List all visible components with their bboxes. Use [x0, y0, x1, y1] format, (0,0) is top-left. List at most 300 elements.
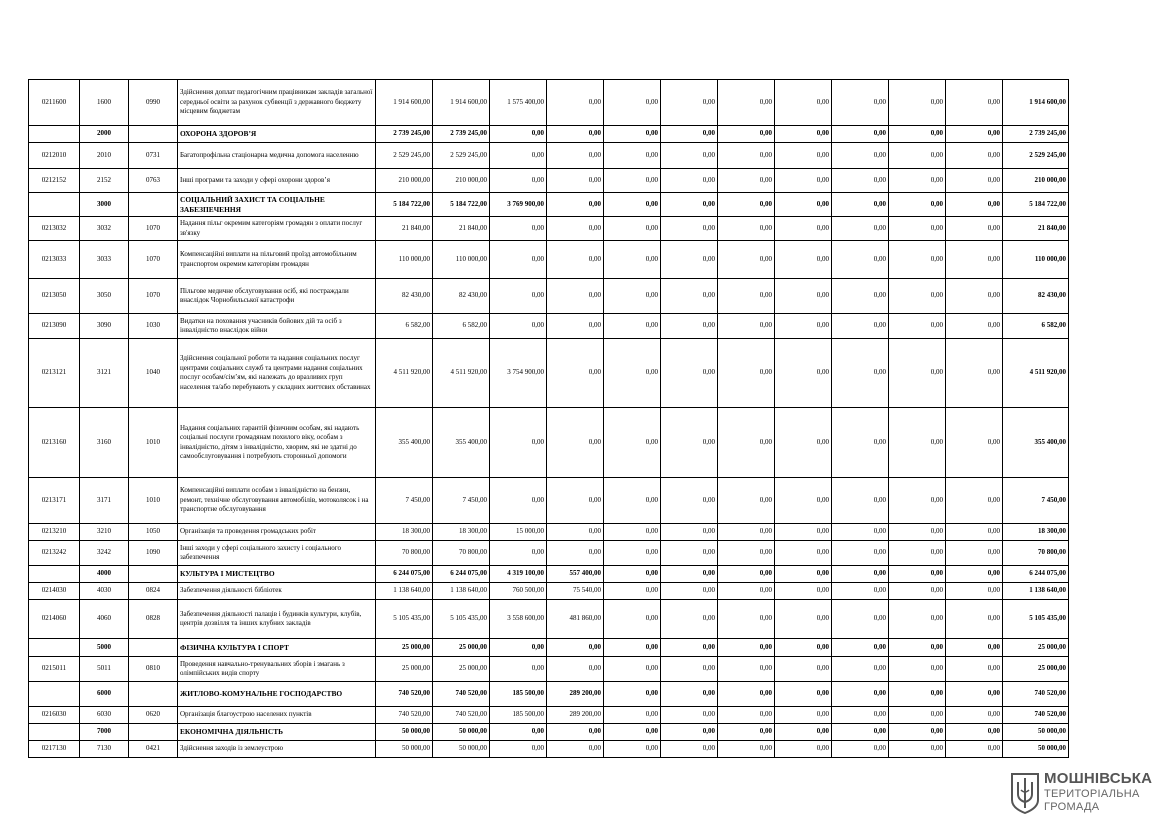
- amount-cell: 0,00: [547, 193, 604, 217]
- table-row: [29, 657, 1069, 682]
- program-code-cell: 0215011: [29, 657, 80, 682]
- amount-cell: 1 138 640,00: [433, 583, 490, 600]
- amount-cell: 0,00: [832, 217, 889, 241]
- amount-cell: 0,00: [718, 314, 775, 339]
- amount-cell: 0,00: [946, 524, 1003, 541]
- amount-cell: 0,00: [661, 657, 718, 682]
- program-code-cell: 0213050: [29, 279, 80, 314]
- amount-cell: 0,00: [775, 657, 832, 682]
- amount-cell: 0,00: [775, 169, 832, 193]
- amount-cell: 0,00: [547, 169, 604, 193]
- total-amount-cell: 740 520,00: [1003, 707, 1069, 724]
- amount-cell: 0,00: [604, 741, 661, 758]
- kfkv-code-cell: 1050: [129, 524, 178, 541]
- amount-cell: 289 200,00: [547, 682, 604, 707]
- kfkv-code-cell: 1070: [129, 241, 178, 279]
- program-name-cell: Видатки на поховання учасників бойових дій та осіб з інвалідністю внаслідок війни: [178, 314, 376, 339]
- amount-cell: 0,00: [775, 478, 832, 524]
- amount-cell: 0,00: [661, 217, 718, 241]
- amount-cell: 3 769 900,00: [490, 193, 547, 217]
- amount-cell: 0,00: [490, 279, 547, 314]
- kfkv-code-cell: 0828: [129, 600, 178, 639]
- amount-cell: 2 529 245,00: [433, 143, 490, 169]
- amount-cell: 0,00: [718, 408, 775, 478]
- program-name-cell: Проведення навчально-тренувальних зборів і змагань з олімпійських видів спорту: [178, 657, 376, 682]
- kfkv-code-cell: 0763: [129, 169, 178, 193]
- amount-cell: 0,00: [832, 639, 889, 657]
- amount-cell: 0,00: [661, 639, 718, 657]
- amount-cell: 740 520,00: [433, 707, 490, 724]
- amount-cell: 0,00: [604, 193, 661, 217]
- amount-cell: 0,00: [889, 741, 946, 758]
- amount-cell: 0,00: [946, 478, 1003, 524]
- amount-cell: 0,00: [832, 707, 889, 724]
- amount-cell: 0,00: [889, 279, 946, 314]
- amount-cell: 0,00: [604, 724, 661, 741]
- program-code-cell: 0213160: [29, 408, 80, 478]
- amount-cell: 0,00: [946, 314, 1003, 339]
- amount-cell: 25 000,00: [433, 657, 490, 682]
- amount-cell: 0,00: [718, 741, 775, 758]
- amount-cell: 0,00: [718, 524, 775, 541]
- amount-cell: 0,00: [718, 639, 775, 657]
- program-code-cell: 0213121: [29, 339, 80, 408]
- amount-cell: 21 840,00: [433, 217, 490, 241]
- table-row: [29, 143, 1069, 169]
- kfkv-code-cell: 0824: [129, 583, 178, 600]
- amount-cell: 0,00: [547, 314, 604, 339]
- total-amount-cell: 50 000,00: [1003, 741, 1069, 758]
- total-amount-cell: 18 300,00: [1003, 524, 1069, 541]
- amount-cell: 50 000,00: [433, 724, 490, 741]
- amount-cell: 0,00: [889, 682, 946, 707]
- amount-cell: 0,00: [718, 169, 775, 193]
- total-amount-cell: 740 520,00: [1003, 682, 1069, 707]
- program-name-cell: Організація та проведення громадських робіт: [178, 524, 376, 541]
- amount-cell: 82 430,00: [376, 279, 433, 314]
- amount-cell: 0,00: [832, 583, 889, 600]
- program-code-cell: 0213242: [29, 541, 80, 566]
- amount-cell: 0,00: [775, 707, 832, 724]
- amount-cell: 0,00: [946, 217, 1003, 241]
- kfkv-code-cell: [129, 566, 178, 583]
- total-amount-cell: 4 511 920,00: [1003, 339, 1069, 408]
- amount-cell: 0,00: [604, 217, 661, 241]
- amount-cell: 0,00: [889, 600, 946, 639]
- amount-cell: 0,00: [775, 339, 832, 408]
- amount-cell: 0,00: [889, 126, 946, 143]
- amount-cell: 0,00: [547, 478, 604, 524]
- amount-cell: 0,00: [661, 143, 718, 169]
- amount-cell: 0,00: [490, 541, 547, 566]
- amount-cell: 0,00: [946, 639, 1003, 657]
- amount-cell: 0,00: [832, 314, 889, 339]
- kfk-code-cell: 3000: [80, 193, 129, 217]
- amount-cell: 0,00: [718, 241, 775, 279]
- amount-cell: 0,00: [718, 339, 775, 408]
- kfkv-code-cell: 1070: [129, 279, 178, 314]
- amount-cell: 0,00: [889, 566, 946, 583]
- amount-cell: 0,00: [547, 143, 604, 169]
- kfk-code-cell: 3242: [80, 541, 129, 566]
- community-logo: [1010, 770, 1160, 818]
- amount-cell: 0,00: [946, 541, 1003, 566]
- trident-emblem-icon: [1010, 772, 1040, 814]
- amount-cell: 0,00: [718, 541, 775, 566]
- amount-cell: 5 184 722,00: [376, 193, 433, 217]
- kfk-code-cell: 3160: [80, 408, 129, 478]
- kfkv-code-cell: 1040: [129, 339, 178, 408]
- amount-cell: 0,00: [946, 143, 1003, 169]
- amount-cell: 110 000,00: [433, 241, 490, 279]
- amount-cell: 0,00: [604, 169, 661, 193]
- amount-cell: 0,00: [889, 314, 946, 339]
- amount-cell: 0,00: [718, 143, 775, 169]
- amount-cell: 0,00: [604, 279, 661, 314]
- program-name-cell: Інші заходи у сфері соціального захисту і соціального забезпечення: [178, 541, 376, 566]
- amount-cell: 0,00: [946, 193, 1003, 217]
- budget-table: [28, 79, 1069, 758]
- amount-cell: 481 860,00: [547, 600, 604, 639]
- amount-cell: 0,00: [604, 682, 661, 707]
- program-name-cell: Багатопрофільна стаціонарна медична допомога населенню: [178, 143, 376, 169]
- kfk-code-cell: 2152: [80, 169, 129, 193]
- amount-cell: 0,00: [604, 524, 661, 541]
- kfk-code-cell: 3090: [80, 314, 129, 339]
- total-amount-cell: 5 105 435,00: [1003, 600, 1069, 639]
- amount-cell: 2 739 245,00: [433, 126, 490, 143]
- amount-cell: 185 500,00: [490, 682, 547, 707]
- amount-cell: 760 500,00: [490, 583, 547, 600]
- total-amount-cell: 50 000,00: [1003, 724, 1069, 741]
- amount-cell: 0,00: [946, 682, 1003, 707]
- section-row: [29, 126, 1069, 143]
- amount-cell: 740 520,00: [376, 707, 433, 724]
- kfkv-code-cell: 1070: [129, 217, 178, 241]
- amount-cell: 0,00: [889, 241, 946, 279]
- amount-cell: 0,00: [775, 741, 832, 758]
- amount-cell: 0,00: [775, 314, 832, 339]
- amount-cell: 4 511 920,00: [433, 339, 490, 408]
- amount-cell: 0,00: [604, 657, 661, 682]
- kfkv-code-cell: 1030: [129, 314, 178, 339]
- amount-cell: 0,00: [718, 682, 775, 707]
- kfk-code-cell: 3171: [80, 478, 129, 524]
- amount-cell: 0,00: [832, 524, 889, 541]
- amount-cell: 0,00: [718, 583, 775, 600]
- amount-cell: 0,00: [490, 741, 547, 758]
- kfk-code-cell: 4060: [80, 600, 129, 639]
- table-row: [29, 707, 1069, 724]
- amount-cell: 18 300,00: [376, 524, 433, 541]
- kfk-code-cell: 4030: [80, 583, 129, 600]
- logo-subtitle-1: ТЕРИТОРІАЛЬНА: [1044, 788, 1140, 800]
- amount-cell: 0,00: [775, 524, 832, 541]
- amount-cell: 82 430,00: [433, 279, 490, 314]
- amount-cell: 0,00: [490, 724, 547, 741]
- amount-cell: 0,00: [775, 241, 832, 279]
- table-row: [29, 80, 1069, 126]
- amount-cell: 0,00: [775, 600, 832, 639]
- amount-cell: 0,00: [775, 217, 832, 241]
- amount-cell: 0,00: [604, 314, 661, 339]
- amount-cell: 0,00: [604, 126, 661, 143]
- total-amount-cell: 5 184 722,00: [1003, 193, 1069, 217]
- table-row: [29, 279, 1069, 314]
- total-amount-cell: 6 582,00: [1003, 314, 1069, 339]
- amount-cell: 0,00: [946, 279, 1003, 314]
- kfk-code-cell: 5000: [80, 639, 129, 657]
- program-code-cell: [29, 566, 80, 583]
- table-row: [29, 169, 1069, 193]
- amount-cell: 0,00: [889, 408, 946, 478]
- amount-cell: 0,00: [718, 279, 775, 314]
- amount-cell: 0,00: [775, 193, 832, 217]
- amount-cell: 0,00: [889, 724, 946, 741]
- amount-cell: 0,00: [547, 241, 604, 279]
- kfk-code-cell: 7000: [80, 724, 129, 741]
- amount-cell: 0,00: [661, 408, 718, 478]
- amount-cell: 210 000,00: [433, 169, 490, 193]
- amount-cell: 0,00: [547, 639, 604, 657]
- kfk-code-cell: 2000: [80, 126, 129, 143]
- amount-cell: 0,00: [661, 600, 718, 639]
- amount-cell: 1 914 600,00: [376, 80, 433, 126]
- amount-cell: 0,00: [547, 524, 604, 541]
- amount-cell: 0,00: [547, 741, 604, 758]
- amount-cell: 355 400,00: [376, 408, 433, 478]
- kfkv-code-cell: [129, 682, 178, 707]
- kfkv-code-cell: 0990: [129, 80, 178, 126]
- amount-cell: 7 450,00: [376, 478, 433, 524]
- kfk-code-cell: 4000: [80, 566, 129, 583]
- program-code-cell: 0212152: [29, 169, 80, 193]
- amount-cell: 0,00: [661, 169, 718, 193]
- amount-cell: 0,00: [490, 241, 547, 279]
- amount-cell: 0,00: [832, 724, 889, 741]
- table-row: [29, 478, 1069, 524]
- amount-cell: 0,00: [547, 541, 604, 566]
- amount-cell: 15 000,00: [490, 524, 547, 541]
- amount-cell: 0,00: [490, 657, 547, 682]
- amount-cell: 70 800,00: [376, 541, 433, 566]
- amount-cell: 0,00: [547, 80, 604, 126]
- amount-cell: 0,00: [547, 724, 604, 741]
- amount-cell: 6 582,00: [376, 314, 433, 339]
- amount-cell: 25 000,00: [376, 639, 433, 657]
- amount-cell: 0,00: [832, 279, 889, 314]
- amount-cell: 740 520,00: [433, 682, 490, 707]
- amount-cell: 0,00: [604, 339, 661, 408]
- amount-cell: 1 914 600,00: [433, 80, 490, 126]
- amount-cell: 289 200,00: [547, 707, 604, 724]
- kfk-code-cell: 3033: [80, 241, 129, 279]
- amount-cell: 0,00: [604, 478, 661, 524]
- amount-cell: 0,00: [547, 408, 604, 478]
- amount-cell: 0,00: [889, 169, 946, 193]
- kfkv-code-cell: 1090: [129, 541, 178, 566]
- section-row: [29, 682, 1069, 707]
- amount-cell: 0,00: [946, 80, 1003, 126]
- amount-cell: 25 000,00: [376, 657, 433, 682]
- total-amount-cell: 21 840,00: [1003, 217, 1069, 241]
- amount-cell: 0,00: [946, 339, 1003, 408]
- amount-cell: 3 558 600,00: [490, 600, 547, 639]
- amount-cell: 0,00: [718, 657, 775, 682]
- amount-cell: 0,00: [547, 657, 604, 682]
- amount-cell: 0,00: [832, 566, 889, 583]
- amount-cell: 3 754 900,00: [490, 339, 547, 408]
- program-code-cell: 0211600: [29, 80, 80, 126]
- amount-cell: 0,00: [946, 408, 1003, 478]
- program-code-cell: [29, 639, 80, 657]
- total-amount-cell: 25 000,00: [1003, 639, 1069, 657]
- total-amount-cell: 2 529 245,00: [1003, 143, 1069, 169]
- amount-cell: 18 300,00: [433, 524, 490, 541]
- amount-cell: 0,00: [604, 541, 661, 566]
- amount-cell: 0,00: [661, 566, 718, 583]
- amount-cell: 0,00: [775, 279, 832, 314]
- amount-cell: 0,00: [718, 724, 775, 741]
- amount-cell: 0,00: [832, 657, 889, 682]
- kfk-code-cell: 7130: [80, 741, 129, 758]
- amount-cell: 0,00: [832, 126, 889, 143]
- amount-cell: 0,00: [946, 707, 1003, 724]
- amount-cell: 0,00: [490, 314, 547, 339]
- amount-cell: 0,00: [775, 80, 832, 126]
- program-code-cell: 0213033: [29, 241, 80, 279]
- table-row: [29, 217, 1069, 241]
- table-row: [29, 241, 1069, 279]
- kfk-code-cell: 3032: [80, 217, 129, 241]
- table-row: [29, 600, 1069, 639]
- amount-cell: 0,00: [946, 583, 1003, 600]
- amount-cell: 0,00: [946, 566, 1003, 583]
- amount-cell: 0,00: [661, 314, 718, 339]
- amount-cell: 5 105 435,00: [433, 600, 490, 639]
- amount-cell: 0,00: [889, 217, 946, 241]
- program-name-cell: Інші програми та заходи у сфері охорони здоров’я: [178, 169, 376, 193]
- kfkv-code-cell: 1010: [129, 478, 178, 524]
- amount-cell: 0,00: [490, 639, 547, 657]
- table-row: [29, 741, 1069, 758]
- amount-cell: 0,00: [604, 408, 661, 478]
- program-code-cell: 0213032: [29, 217, 80, 241]
- amount-cell: 0,00: [832, 478, 889, 524]
- amount-cell: 0,00: [889, 639, 946, 657]
- amount-cell: 0,00: [775, 541, 832, 566]
- amount-cell: 0,00: [661, 279, 718, 314]
- program-name-cell: КУЛЬТУРА І МИСТЕЦТВО: [178, 566, 376, 583]
- program-code-cell: 0214030: [29, 583, 80, 600]
- amount-cell: 210 000,00: [376, 169, 433, 193]
- kfkv-code-cell: 0620: [129, 707, 178, 724]
- amount-cell: 0,00: [718, 707, 775, 724]
- amount-cell: 0,00: [661, 682, 718, 707]
- kfkv-code-cell: 0810: [129, 657, 178, 682]
- table-row: [29, 541, 1069, 566]
- amount-cell: 0,00: [775, 143, 832, 169]
- table-row: [29, 339, 1069, 408]
- amount-cell: 7 450,00: [433, 478, 490, 524]
- amount-cell: 0,00: [775, 639, 832, 657]
- budget-rows: [29, 80, 1069, 758]
- amount-cell: 4 511 920,00: [376, 339, 433, 408]
- program-code-cell: 0217130: [29, 741, 80, 758]
- section-row: [29, 566, 1069, 583]
- total-amount-cell: 70 800,00: [1003, 541, 1069, 566]
- amount-cell: 0,00: [661, 126, 718, 143]
- kfkv-code-cell: [129, 724, 178, 741]
- program-code-cell: [29, 682, 80, 707]
- program-name-cell: Компенсаційні виплати на пільговий проїзд автомобільним транспортом окремим категоріям громадян: [178, 241, 376, 279]
- amount-cell: 1 575 400,00: [490, 80, 547, 126]
- amount-cell: 0,00: [490, 169, 547, 193]
- section-row: [29, 193, 1069, 217]
- amount-cell: 0,00: [604, 80, 661, 126]
- amount-cell: 0,00: [661, 193, 718, 217]
- total-amount-cell: 2 739 245,00: [1003, 126, 1069, 143]
- program-name-cell: Здійснення доплат педагогічним працівникам закладів загальної середньої освіти за рахунок субвенції з державного бюджету місцевим бюджетам: [178, 80, 376, 126]
- amount-cell: 50 000,00: [376, 741, 433, 758]
- amount-cell: 50 000,00: [433, 741, 490, 758]
- amount-cell: 0,00: [547, 339, 604, 408]
- amount-cell: 557 400,00: [547, 566, 604, 583]
- kfk-code-cell: 6030: [80, 707, 129, 724]
- total-amount-cell: 1 138 640,00: [1003, 583, 1069, 600]
- amount-cell: 0,00: [946, 741, 1003, 758]
- amount-cell: 0,00: [718, 600, 775, 639]
- program-name-cell: ЕКОНОМІЧНА ДІЯЛЬНІСТЬ: [178, 724, 376, 741]
- amount-cell: 2 529 245,00: [376, 143, 433, 169]
- amount-cell: 0,00: [946, 657, 1003, 682]
- amount-cell: 0,00: [889, 478, 946, 524]
- amount-cell: 0,00: [889, 80, 946, 126]
- amount-cell: 0,00: [718, 126, 775, 143]
- section-row: [29, 639, 1069, 657]
- amount-cell: 0,00: [661, 724, 718, 741]
- amount-cell: 0,00: [490, 478, 547, 524]
- program-code-cell: [29, 724, 80, 741]
- amount-cell: 1 138 640,00: [376, 583, 433, 600]
- amount-cell: 0,00: [604, 600, 661, 639]
- amount-cell: 0,00: [604, 639, 661, 657]
- amount-cell: 0,00: [718, 217, 775, 241]
- kfkv-code-cell: 0731: [129, 143, 178, 169]
- amount-cell: 0,00: [775, 126, 832, 143]
- kfk-code-cell: 2010: [80, 143, 129, 169]
- program-code-cell: 0212010: [29, 143, 80, 169]
- amount-cell: 0,00: [946, 169, 1003, 193]
- program-name-cell: Надання соціальних гарантій фізичним особам, які надають соціальні послуги громадянам похилого віку, особам з інвалідністю, дітям з інвалідністю, хворим, які не здатні до самообслуговування і потребують сторонньої допомоги: [178, 408, 376, 478]
- amount-cell: 0,00: [889, 143, 946, 169]
- amount-cell: 5 184 722,00: [433, 193, 490, 217]
- total-amount-cell: 25 000,00: [1003, 657, 1069, 682]
- program-code-cell: 0213171: [29, 478, 80, 524]
- table-row: [29, 314, 1069, 339]
- amount-cell: 0,00: [832, 600, 889, 639]
- amount-cell: 0,00: [889, 524, 946, 541]
- amount-cell: 0,00: [661, 524, 718, 541]
- kfkv-code-cell: [129, 639, 178, 657]
- amount-cell: 0,00: [547, 279, 604, 314]
- program-code-cell: 0213090: [29, 314, 80, 339]
- amount-cell: 0,00: [946, 724, 1003, 741]
- amount-cell: 0,00: [946, 241, 1003, 279]
- program-name-cell: Надання пільг окремим категоріям громадян з оплати послуг зв'язку: [178, 217, 376, 241]
- amount-cell: 110 000,00: [376, 241, 433, 279]
- amount-cell: 21 840,00: [376, 217, 433, 241]
